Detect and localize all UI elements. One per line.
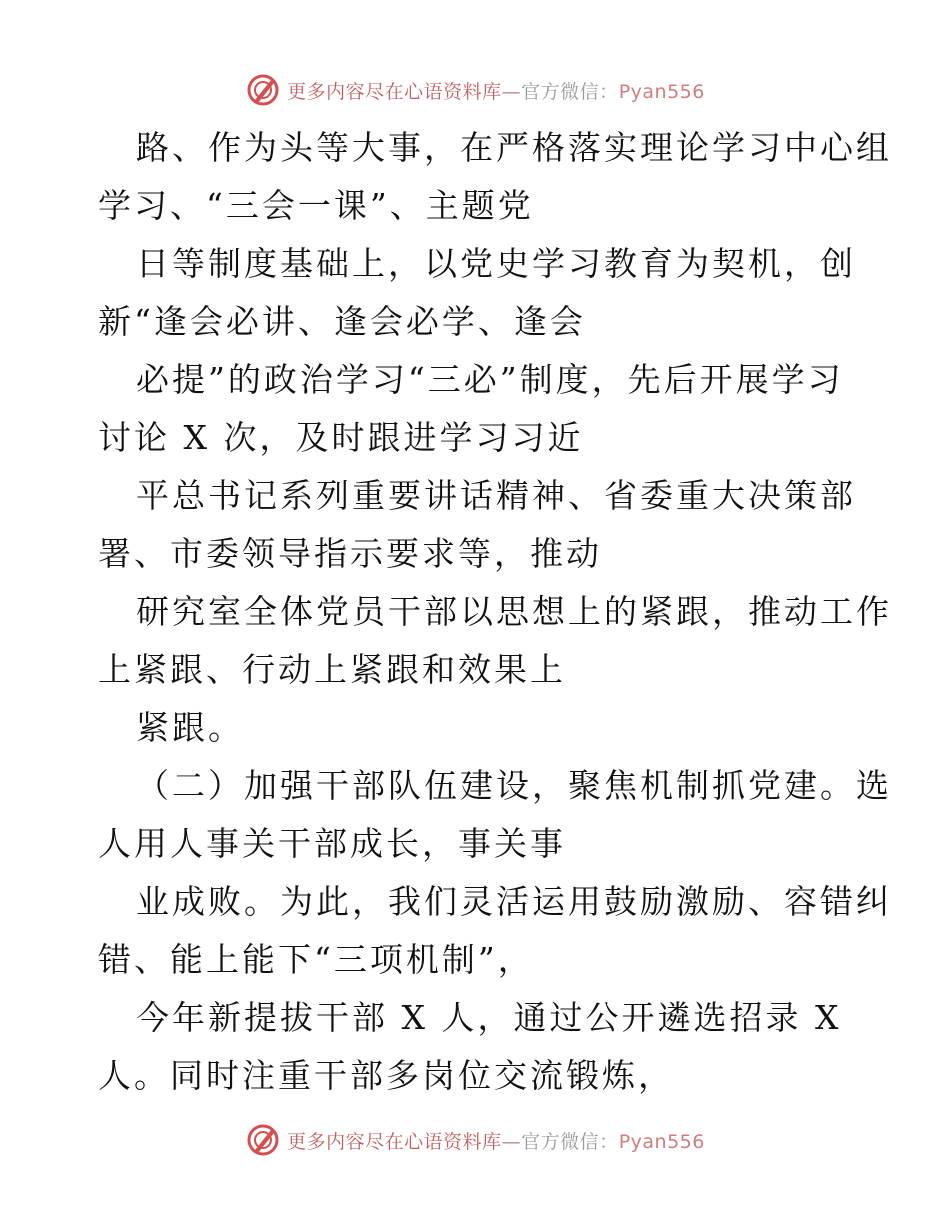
- banner-prefix: 更多内容尽在心语资料库: [287, 80, 502, 103]
- text-line: 上紧跟、行动上紧跟和效果上: [98, 650, 566, 689]
- text-line: 路、作为头等大事，在严格落实理论学习中心组: [136, 128, 892, 167]
- banner-suffix: 官方微信：: [521, 1130, 619, 1153]
- banner-wechat-id: Pyan556: [618, 80, 705, 103]
- banner-suffix: 官方微信：: [521, 80, 619, 103]
- text-line: 必提”的政治学习“三必”制度，先后开展学习: [136, 360, 844, 399]
- banner-text: [287, 1127, 705, 1154]
- text-line: 错、能上能下“三项机制”，: [98, 940, 534, 979]
- banner-wechat-id: Pyan556: [618, 1130, 705, 1153]
- text-line: 人用人事关干部成长，事关事: [98, 824, 566, 863]
- text-line: 讨论 X 次，及时跟进学习习近: [98, 418, 584, 457]
- text-line: 新“逢会必讲、逢会必学、逢会: [98, 302, 586, 341]
- banner-prefix: 更多内容尽在心语资料库: [287, 1130, 502, 1153]
- text-line: 署、市委领导指示要求等，推动: [98, 534, 602, 573]
- pen-circle-logo-icon: [245, 72, 281, 108]
- text-line: 日等制度基础上，以党史学习教育为契机，创: [136, 244, 856, 283]
- text-line: 紧跟。: [136, 708, 244, 747]
- banner-text: [287, 77, 705, 104]
- footer-banner: [0, 1120, 950, 1160]
- pen-circle-logo-icon: [245, 1122, 281, 1158]
- text-line: 业成败。为此，我们灵活运用鼓励激励、容错纠: [136, 882, 892, 921]
- banner-dash: —: [501, 1130, 522, 1153]
- header-banner: [0, 70, 950, 110]
- section-heading-line: （二）加强干部队伍建设，聚焦机制抓党建。选: [136, 766, 892, 805]
- text-line: 学习、“三会一课”、主题党: [98, 186, 534, 225]
- text-line: 研究室全体党员干部以思想上的紧跟，推动工作: [136, 592, 892, 631]
- text-line: 今年新提拔干部 X 人，通过公开遴选招录 X: [136, 998, 842, 1037]
- text-line: 人。同时注重干部多岗位交流锻炼，: [98, 1056, 674, 1095]
- banner-dash: —: [501, 80, 522, 103]
- text-line: 平总书记系列重要讲话精神、省委重大决策部: [136, 476, 856, 515]
